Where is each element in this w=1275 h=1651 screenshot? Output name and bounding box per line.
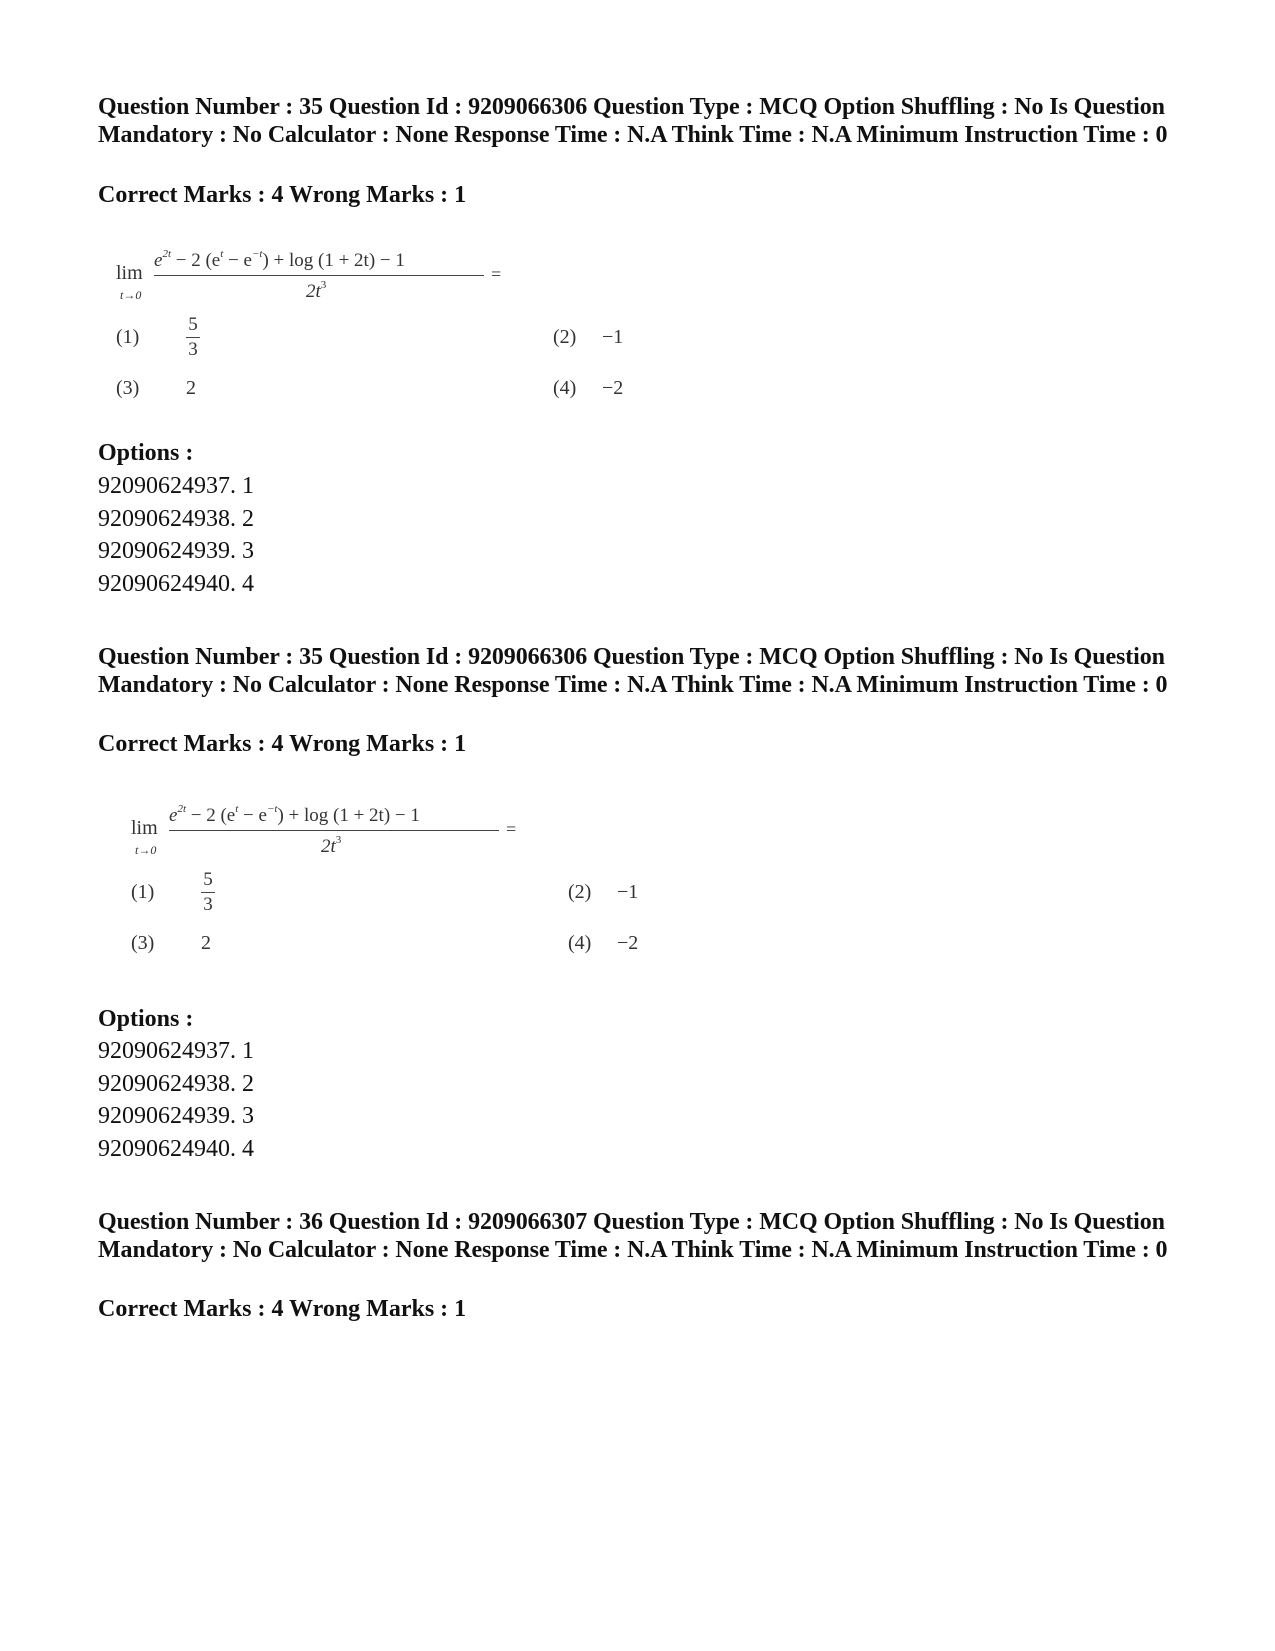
- question-marks: Correct Marks : 4 Wrong Marks : 1: [98, 731, 467, 757]
- choice-value: −1: [602, 326, 624, 348]
- choice-number: (3): [116, 377, 140, 399]
- options-title: Options :: [98, 1006, 194, 1032]
- option-item: 92090624940. 4: [98, 571, 254, 597]
- fraction-bar: [169, 830, 499, 831]
- question-header: Question Number : 35 Question Id : 9209066306 Question Type : MCQ Option Shuffling : No Is Question Mandatory : No Calculator : None Response Time : N.A Think Time : N.A Minimum Instruction Time : 0: [98, 94, 1168, 148]
- equals-sign: =: [491, 264, 502, 284]
- option-item: 92090624939. 3: [98, 538, 254, 564]
- limit-numerator: $e^{2t} - 2$ $(e^t - e^{-t}) + \log (1 + 2t) - 1$: [169, 803, 420, 826]
- choice-number: (2): [568, 881, 592, 903]
- choice-value: −2: [617, 932, 639, 954]
- choice-number: (1): [116, 326, 140, 348]
- option-item: 92090624937. 1: [98, 473, 254, 499]
- choice-value: 2: [186, 377, 196, 399]
- limit-numerator: $e^{2t} - 2$ $(e^t - e^{-t}) + \log (1 + 2t) - 1$: [154, 248, 405, 271]
- lim-label: lim: [116, 262, 143, 284]
- question-marks: Correct Marks : 4 Wrong Marks : 1: [98, 1296, 467, 1322]
- question-header: Question Number : 35 Question Id : 9209066306 Question Type : MCQ Option Shuffling : No Is Question Mandatory : No Calculator : None Response Time : N.A Think Time : N.A Minimum Instruction Time : 0: [98, 644, 1168, 698]
- option-item: 92090624940. 4: [98, 1136, 254, 1162]
- choice-number: (3): [131, 932, 155, 954]
- option-item: 92090624937. 1: [98, 1038, 254, 1064]
- equals-sign: =: [506, 819, 517, 839]
- lim-label: lim: [131, 817, 158, 839]
- choice-number: (1): [131, 881, 155, 903]
- choice-value: −2: [602, 377, 624, 399]
- limit-denominator: $2t^3$: [306, 279, 327, 302]
- fraction-bar: [154, 275, 484, 276]
- option-item: 92090624938. 2: [98, 506, 254, 532]
- limit-denominator: $2t^3$: [321, 834, 342, 857]
- choice-fraction: 5 3: [186, 314, 200, 361]
- question-math-figure: [98, 222, 658, 412]
- choice-value: 2: [201, 932, 211, 954]
- choice-number: (4): [553, 377, 577, 399]
- question-math-figure: [113, 777, 673, 967]
- choice-number: (2): [553, 326, 577, 348]
- limit-expression: [131, 803, 601, 859]
- lim-subscript: t→0: [135, 843, 157, 857]
- option-item: 92090624939. 3: [98, 1103, 254, 1129]
- choice-fraction: 5 3: [201, 869, 215, 916]
- choice-number: (4): [568, 932, 592, 954]
- options-title: Options :: [98, 440, 194, 466]
- question-marks: Correct Marks : 4 Wrong Marks : 1: [98, 182, 467, 208]
- lim-subscript: t→0: [120, 288, 142, 302]
- choice-value: −1: [617, 881, 639, 903]
- limit-expression: [116, 248, 586, 304]
- question-header: Question Number : 36 Question Id : 9209066307 Question Type : MCQ Option Shuffling : No Is Question Mandatory : No Calculator : None Response Time : N.A Think Time : N.A Minimum Instruction Time : 0: [98, 1209, 1168, 1263]
- option-item: 92090624938. 2: [98, 1071, 254, 1097]
